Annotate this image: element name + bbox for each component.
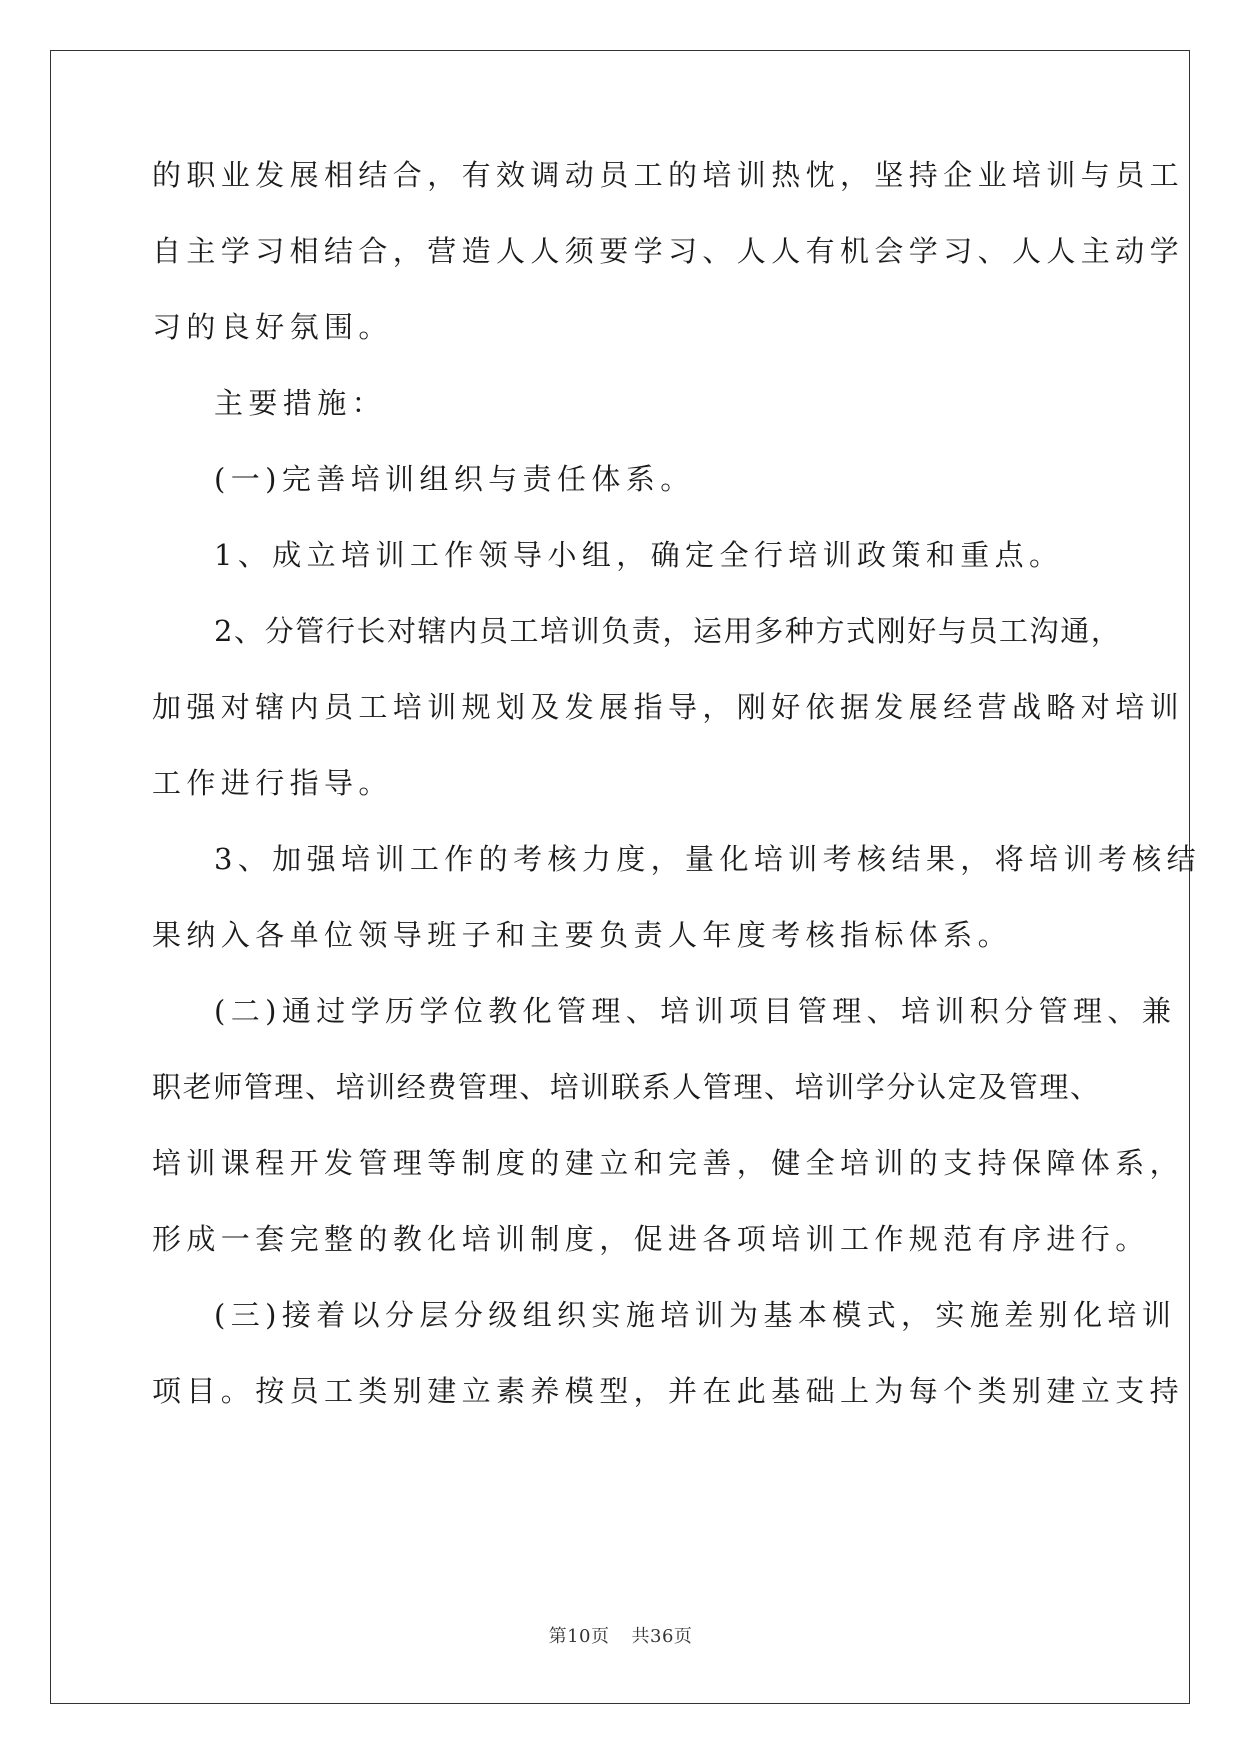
text-line: 3、加强培训工作的考核力度，量化培训考核结果，将培训考核结 xyxy=(214,842,1202,876)
text-line: 工作进行指导。 xyxy=(152,766,393,800)
text-line: 2、分管行长对辖内员工培训负责，运用多种方式刚好与员工沟通， xyxy=(214,614,1122,648)
text-line: (三)接着以分层分级组织实施培训为基本模式，实施差别化培训 xyxy=(214,1298,1177,1332)
text-line: 培训课程开发管理等制度的建立和完善，健全培训的支持保障体系， xyxy=(152,1146,1185,1180)
page-total: 共36页 xyxy=(631,1626,693,1647)
page-footer xyxy=(0,1626,1241,1648)
text-line: (二)通过学历学位教化管理、培训项目管理、培训积分管理、兼 xyxy=(214,994,1177,1028)
text-line: 习的良好氛围。 xyxy=(152,310,393,344)
text-line: 1、成立培训工作领导小组，确定全行培训政策和重点。 xyxy=(214,538,1064,572)
page-border xyxy=(50,50,1190,1704)
text-line: 形成一套完整的教化培训制度，促进各项培训工作规范有序进行。 xyxy=(152,1222,1150,1256)
text-line: (一)完善培训组织与责任体系。 xyxy=(214,462,695,496)
text-line: 的职业发展相结合，有效调动员工的培训热忱，坚持企业培训与员工 xyxy=(152,158,1185,192)
text-line: 自主学习相结合，营造人人须要学习、人人有机会学习、人人主动学 xyxy=(152,234,1185,268)
text-line: 项目。按员工类别建立素养模型，并在此基础上为每个类别建立支持 xyxy=(152,1374,1185,1408)
section-heading: 主要措施： xyxy=(214,386,387,420)
text-line: 果纳入各单位领导班子和主要负责人年度考核指标体系。 xyxy=(152,918,1013,952)
text-line: 加强对辖内员工培训规划及发展指导，刚好依据发展经营战略对培训 xyxy=(152,690,1185,724)
page-number: 第10页 xyxy=(548,1626,610,1647)
text-line: 职老师管理、培训经费管理、培训联系人管理、培训学分认定及管理、 xyxy=(152,1070,1101,1104)
